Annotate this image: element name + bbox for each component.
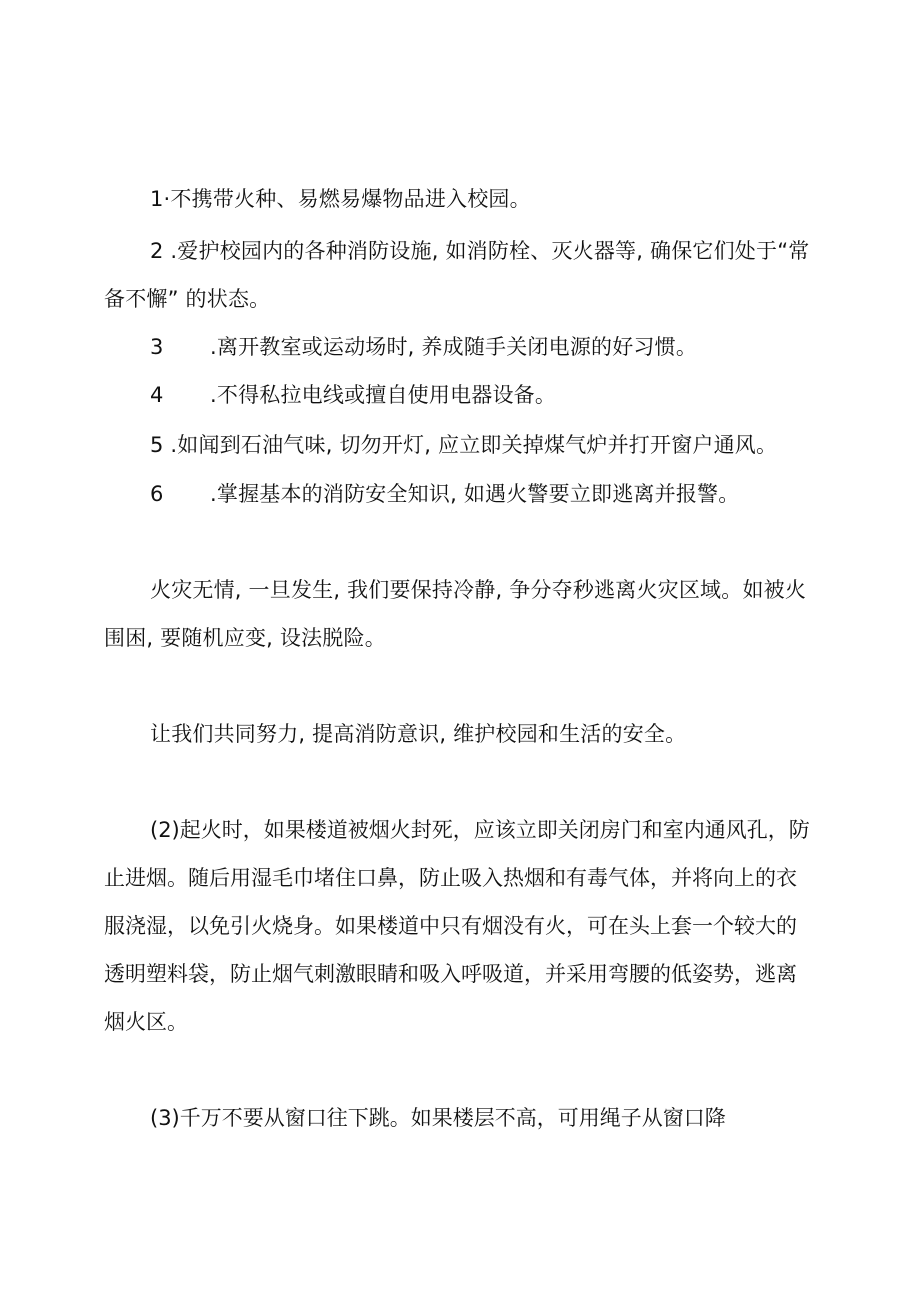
paragraph-2-line-1: (2)起火时，如果楼道被烟火封死，应该立即关闭房门和室内通风孔，防 xyxy=(150,818,810,842)
list-item-1: 1·不携带火种、易燃易爆物品进入校园。 xyxy=(150,187,531,211)
fire-paragraph-line-2: 围困, 要随机应变, 设法脱险。 xyxy=(104,626,386,650)
list-item-3-number: 3 xyxy=(150,335,164,359)
together-paragraph: 让我们共同努力, 提高消防意识, 维护校园和生活的安全。 xyxy=(150,722,687,746)
paragraph-2-line-2: 止进烟。随后用湿毛巾堵住口鼻，防止吸入热烟和有毒气体，并将向上的衣 xyxy=(104,866,797,890)
list-item-2-line-1: 2 .爱护校园内的各种消防设施, 如消防栓、灭火器等, 确保它们处于“常 xyxy=(150,239,810,263)
list-item-6-number: 6 xyxy=(150,482,164,506)
list-item-4-text: .不得私拉电线或擅自使用电器设备。 xyxy=(210,383,557,407)
list-item-4 xyxy=(150,383,556,407)
paragraph-3-line-1: (3)千万不要从窗口往下跳。如果楼层不高，可用绳子从窗口降 xyxy=(150,1106,726,1130)
paragraph-2-line-4: 透明塑料袋，防止烟气刺激眼睛和吸入呼吸道，并采用弯腰的低姿势，逃离 xyxy=(104,962,797,986)
list-item-6-text: .掌握基本的消防安全知识, 如遇火警要立即逃离并报警。 xyxy=(210,482,740,506)
list-item-3-text: .离开教室或运动场时, 养成随手关闭电源的好习惯。 xyxy=(210,335,698,359)
paragraph-2-line-5: 烟火区。 xyxy=(104,1010,188,1034)
list-item-4-number: 4 xyxy=(150,383,164,407)
list-item-6 xyxy=(150,482,739,506)
paragraph-2-line-3: 服浇湿，以免引火烧身。如果楼道中只有烟没有火，可在头上套一个较大的 xyxy=(104,914,797,938)
list-item-5: 5 .如闻到石油气味, 切勿开灯, 应立即关掉煤气炉并打开窗户通风。 xyxy=(150,433,778,457)
fire-paragraph-line-1: 火灾无情, 一旦发生, 我们要保持冷静, 争分夺秒逃离火灾区域。如被火 xyxy=(150,578,807,602)
list-item-2-line-2: 备不懈” 的状态。 xyxy=(104,287,271,311)
list-item-3 xyxy=(150,335,697,359)
